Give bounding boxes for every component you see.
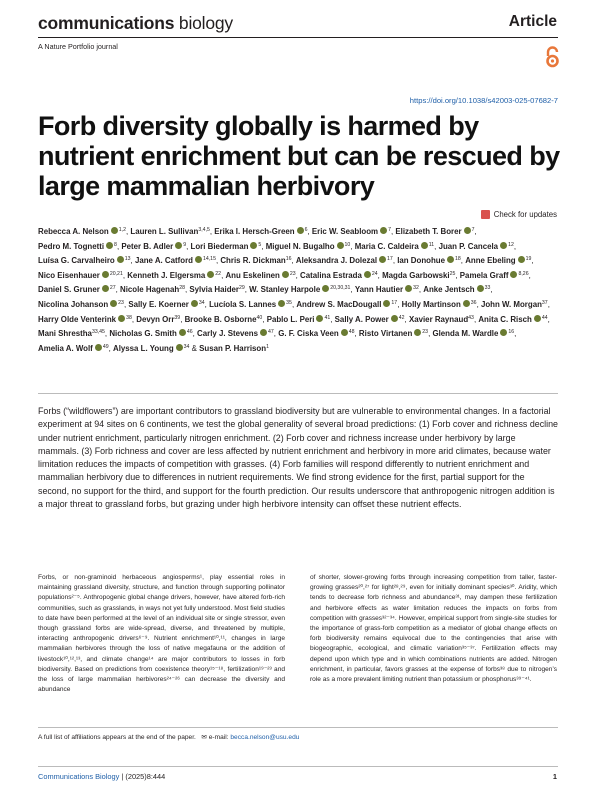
orcid-icon[interactable] — [447, 256, 454, 263]
affiliation-number: 22 — [215, 270, 222, 277]
author-name[interactable] — [312, 227, 393, 236]
author-separator: , — [104, 329, 108, 339]
author-separator: , — [428, 329, 431, 339]
email-label: e-mail: — [208, 734, 229, 741]
footer-citation — [38, 772, 165, 781]
author-separator: , — [350, 285, 353, 295]
author-separator: , — [547, 314, 550, 324]
affiliation-number: 24 — [371, 270, 378, 277]
author-separator: , — [123, 299, 127, 309]
orcid-icon[interactable] — [383, 300, 390, 307]
author-name[interactable] — [355, 242, 437, 251]
author-name[interactable] — [296, 256, 395, 265]
page-number: 1 — [552, 772, 557, 781]
author-label: Sylvia Haider — [189, 285, 239, 295]
orcid-icon[interactable] — [118, 315, 125, 322]
check-updates-button[interactable] — [481, 210, 557, 219]
author-label: Risto Virtanen — [358, 329, 413, 339]
author-label: Anu Eskelinen — [225, 270, 280, 280]
author-name[interactable] — [249, 285, 352, 294]
author-label: Anke Jentsch — [423, 285, 475, 295]
article-type: Article — [508, 13, 557, 30]
author-separator: , — [392, 256, 396, 266]
orcid-icon[interactable] — [176, 344, 183, 351]
author-label: Devyn Orr — [136, 314, 175, 324]
author-label: Yann Hautier — [354, 285, 404, 295]
author-separator: , — [291, 256, 294, 266]
author-label: Nicolina Johanson — [38, 299, 109, 309]
affiliation-number: 19 — [525, 256, 532, 263]
affiliation-number: 33 — [484, 285, 491, 292]
author-name[interactable] — [300, 271, 380, 280]
author-name[interactable] — [432, 329, 516, 338]
author-name[interactable] — [382, 271, 458, 280]
author-label: Kenneth J. Elgersma — [127, 270, 206, 280]
author-separator: , — [404, 314, 407, 324]
orcid-icon[interactable] — [464, 227, 471, 234]
affiliation-number: 6 — [304, 227, 308, 233]
author-name[interactable] — [481, 300, 550, 309]
author-separator: , — [108, 343, 111, 353]
affiliation-number: 46 — [186, 329, 193, 336]
author-name[interactable] — [225, 271, 297, 280]
orcid-icon[interactable] — [391, 315, 398, 322]
author-separator: , — [273, 329, 276, 339]
affiliation-number: 27 — [109, 285, 116, 292]
affiliation-number: 7 — [388, 227, 391, 233]
author-separator: , — [261, 241, 264, 251]
affiliation-number: 39 — [174, 314, 181, 321]
affiliation-number: 9 — [183, 241, 187, 248]
orcid-icon[interactable] — [102, 271, 109, 278]
affiliation-number: 5 — [258, 241, 262, 248]
orcid-icon[interactable] — [278, 300, 285, 307]
author-label: Carly J. Stevens — [197, 329, 259, 339]
author-separator: & — [189, 343, 197, 353]
affiliation-number: 20,21 — [109, 270, 123, 277]
affiliation-number: 42 — [398, 314, 405, 321]
author-name[interactable] — [38, 300, 126, 309]
author-name[interactable] — [120, 285, 187, 294]
affiliation-number: 12 — [508, 241, 514, 248]
affiliation-number: 34 — [183, 343, 190, 350]
publisher-line: A Nature Portfolio journal — [38, 42, 118, 51]
affiliation-number: 13 — [124, 256, 131, 263]
author-name[interactable] — [38, 271, 125, 280]
author-label: John W. Morgan — [480, 299, 542, 309]
author-separator: , — [131, 314, 135, 324]
author-name[interactable] — [38, 227, 128, 236]
orcid-icon[interactable] — [95, 344, 102, 351]
author-name[interactable] — [423, 285, 492, 294]
section-rule — [38, 393, 558, 394]
author-label: Aleksandra J. Dolezal — [295, 256, 378, 266]
affiliation-number: 43 — [468, 314, 474, 321]
orcid-icon[interactable] — [175, 242, 182, 249]
affiliation-number: 14,15 — [202, 256, 216, 263]
author-list — [38, 224, 560, 355]
affiliation-number: 8 — [114, 241, 117, 248]
author-name[interactable] — [121, 242, 188, 251]
author-separator: , — [390, 227, 394, 236]
author-separator: , — [434, 241, 437, 251]
author-name[interactable] — [439, 242, 517, 251]
affiliation-number: 23 — [118, 299, 124, 306]
author-separator: , — [180, 314, 183, 324]
author-label: Miguel N. Bugalho — [265, 241, 335, 251]
affiliation-number: 17 — [387, 256, 393, 263]
footer-volume: | (2025)8:444 — [121, 772, 166, 781]
author-name[interactable] — [38, 285, 118, 294]
author-separator: , — [130, 256, 133, 266]
affiliation-number: 16 — [508, 329, 515, 336]
author-separator: , — [476, 299, 479, 309]
author-label: Nico Eisenhauer — [38, 270, 100, 280]
orcid-icon[interactable] — [421, 242, 428, 249]
article-title: Forb diversity globally is harmed by nutrient enrichment but can be rescued by large mammalian herbivory — [38, 111, 560, 201]
affiliation-number: 49 — [102, 343, 109, 350]
orcid-icon[interactable] — [341, 329, 348, 336]
journal-name: communications biology — [38, 13, 233, 33]
abstract: Forbs (“wildflowers”) are important contributors to grassland biodiversity but are vulnerable to environmental changes. In a factorial experiment at 94 sites on 6 continents, we test the global generality of several broad predictions: (1) Forb cover and richness decline under nutrient enrichment, particularly nitrogen enrichment. (2) Forb cover and richness increase under herbivory by large mammals. (3) Forb richness and cover are less affected by nutrient enrichment and herbivory in more arid climates, because water limitation reduces the impacts of competition with grasses. (4) Forb families will respond differently to nutrient enrichment and mammalian herbivory due to differences in nutrient requirements. We find strong evidence for the first, partial support for the second, no support for the third, and support for the fourth prediction. Our results underscore that anthropogenic nitrogen addition is a major threat to grassland forbs, but grazing under high herbivore intensity can offset these nutrient effects. — [38, 406, 558, 510]
author-name[interactable] — [397, 256, 463, 265]
author-label: W. Stanley Harpole — [249, 285, 321, 295]
affiliation-number: 32 — [413, 285, 419, 292]
author-separator: , — [221, 270, 224, 280]
author-label: Amelia A. Wolf — [38, 343, 93, 353]
body-column-right: of shorter, slower-growing forbs through increasing competition from taller, faster-growing grasses²⁰,²⁷ for light²⁸,²⁹, even for initially dominant species³⁰. Aridity, which tends to decrease forb richness and abundance³¹, may dampen these fertilization and herbivore effects as water limitation reduces the impacts on forbs from competition with grasses³²⁻³⁴. However, empirical support from single-site studies for the importance of grass-forb competition as a mediator of global change effects on forb biodiversity remains equivocal due to the contingencies that arise with biogeographic, ecological, and climatic variation³⁵⁻³⁷. Fertilization effects may depend upon which type and in which combinations nutrients are added. Nitrogen enrichment, in particular, favors grasses at the expense of forbs³⁸ due to nitrogen’s role as a more prevalent limiting nutrient than potassium or phosphorus³⁹⁻⁴¹. — [310, 574, 557, 684]
author-name[interactable] — [296, 300, 399, 309]
affiliation-number: 23 — [422, 329, 429, 336]
footer-journal[interactable]: Communications Biology — [38, 772, 120, 781]
author-label: Glenda M. Wardle — [432, 329, 499, 339]
author-name[interactable] — [38, 242, 119, 251]
orcid-icon[interactable] — [337, 242, 344, 249]
footnote-rule — [38, 727, 558, 728]
author-label: Anita C. Risch — [478, 314, 532, 324]
author-label: Harry Olde Venterink — [38, 314, 117, 324]
author-label: Rebecca A. Nelson — [38, 227, 109, 236]
author-name[interactable] — [335, 315, 407, 324]
author-separator: , — [262, 314, 265, 324]
orcid-icon[interactable] — [195, 256, 202, 263]
affiliation-number: 11 — [428, 241, 435, 248]
author-separator: , — [350, 241, 353, 251]
author-separator: , — [215, 256, 219, 266]
orcid-icon[interactable] — [102, 285, 109, 292]
author-name[interactable] — [478, 315, 549, 324]
affiliation-note: A full list of affiliations appears at the end of the paper. — [38, 734, 196, 741]
affiliation-number: 36 — [470, 299, 477, 306]
author-label: Catalina Estrada — [300, 270, 362, 280]
author-label: Pablo L. Peri — [266, 314, 315, 324]
orcid-icon[interactable] — [405, 285, 412, 292]
author-label: Mani Shrestha — [38, 329, 92, 339]
author-name[interactable] — [191, 242, 264, 251]
author-separator: , — [186, 241, 189, 251]
author-separator: , — [377, 270, 380, 280]
author-separator: , — [531, 256, 534, 266]
author-name[interactable] — [402, 300, 479, 309]
orcid-icon[interactable] — [463, 300, 470, 307]
affiliation-number: 40 — [256, 314, 263, 321]
author-name[interactable] — [197, 329, 276, 338]
author-label: Andrew S. MacDougall — [296, 299, 382, 309]
author-label: Holly Martinson — [401, 299, 461, 309]
affiliation-number: 1,2 — [118, 227, 126, 233]
doi-link[interactable]: https://doi.org/10.1038/s42003-025-07682-7 — [409, 96, 558, 105]
author-name[interactable] — [38, 256, 133, 265]
affiliation-number: 44 — [541, 314, 548, 321]
author-separator: , — [354, 329, 357, 339]
author-separator: , — [460, 256, 463, 266]
author-label: Nicholas G. Smith — [109, 329, 177, 339]
author-name[interactable] — [209, 300, 294, 309]
affiliation-number: 29 — [238, 285, 245, 292]
author-label: Daniel S. Gruner — [38, 285, 100, 295]
author-label: Ian Donohue — [397, 256, 445, 266]
author-label: Lucíola S. Lannes — [209, 299, 277, 309]
affiliation-number: 8,26 — [518, 270, 529, 277]
orcid-icon[interactable] — [534, 315, 541, 322]
orcid-icon[interactable] — [260, 329, 267, 336]
author-label: Eric W. Seabloom — [311, 227, 379, 236]
author-separator: , — [209, 227, 213, 236]
author-label: Xavier Raynaud — [408, 314, 469, 324]
author-separator: , — [295, 270, 298, 280]
orcid-icon[interactable] — [477, 285, 484, 292]
author-separator: , — [291, 299, 295, 309]
author-label: Sally E. Koerner — [128, 299, 189, 309]
affiliation-number: 10 — [344, 241, 351, 248]
author-separator: , — [547, 299, 550, 309]
affiliation-number: 48 — [348, 329, 355, 336]
author-name[interactable] — [128, 300, 207, 309]
check-updates-label: Check for updates — [493, 210, 557, 219]
author-name[interactable] — [185, 315, 265, 324]
footer-rule — [38, 766, 558, 767]
author-name[interactable] — [465, 256, 533, 265]
author-label: Anne Ebeling — [465, 256, 516, 266]
body-column-left: Forbs, or non-graminoid herbaceous angiosperms¹, play essential roles in maintaining grassland diversity, structure, and function through supporting pollinator populations²⁻⁵. Anthropogenic global change drivers, however, have altered forb-rich communities, such as grasslands, in ways not yet fully understood. Most field studies to date have been performed at the level of an individual site or single stressor, even though grassland forbs are wide-spread, diverse, and threatened by multiple, interacting anthropogenic drivers⁶⁻⁹. Nutrient enrichment¹⁰,¹¹, changes in large mammalian herbivores through the loss of native megafauna or the addition of livestock¹⁰,¹²,¹³, and climate change¹⁴ are major contributors to losses in forb biodiversity. Based on predictions from coexistence theory¹⁵⁻¹⁸, fertilization¹⁹⁻²³ and the loss of large mammalian herbivores²⁴⁻²⁶ can decrease the diversity and abundance — [38, 574, 285, 694]
author-separator: , — [116, 241, 120, 251]
affiliation-number: 1 — [266, 343, 269, 350]
author-label: Sally A. Power — [334, 314, 389, 324]
orcid-icon[interactable] — [111, 227, 118, 234]
author-label: Brooke B. Osborne — [184, 314, 257, 324]
email-icon: ✉ — [201, 734, 207, 741]
author-name[interactable] — [460, 271, 531, 280]
orcid-icon[interactable] — [518, 256, 525, 263]
author-name[interactable] — [38, 344, 111, 353]
author-separator: , — [204, 299, 207, 309]
author-label: Lori Biederman — [190, 241, 249, 251]
orcid-icon[interactable] — [110, 300, 117, 307]
author-separator: , — [514, 329, 517, 339]
author-label: Alyssa L. Young — [113, 343, 174, 353]
author-separator: , — [330, 314, 333, 324]
affiliation-number: 23 — [289, 270, 296, 277]
author-name[interactable] — [214, 227, 309, 236]
affiliation-number: 17 — [391, 299, 398, 306]
orcid-icon[interactable] — [510, 271, 517, 278]
author-separator: , — [115, 285, 118, 295]
author-label: Susan P. Harrison — [199, 343, 267, 353]
orcid-icon[interactable] — [316, 315, 323, 322]
author-name[interactable] — [109, 329, 195, 338]
author-name[interactable] — [113, 344, 197, 353]
author-separator: , — [125, 227, 129, 236]
orcid-icon[interactable] — [297, 227, 304, 234]
orcid-icon[interactable] — [364, 271, 371, 278]
open-access-icon — [544, 46, 561, 68]
affiliation-number: 33,45 — [91, 329, 105, 336]
author-label: Erika I. Hersch-Green — [214, 227, 295, 236]
orcid-icon[interactable] — [500, 329, 507, 336]
author-separator: , — [397, 299, 400, 309]
author-name[interactable] — [266, 242, 353, 251]
orcid-icon[interactable] — [414, 329, 421, 336]
author-label: G. F. Ciska Veen — [278, 329, 339, 339]
orcid-icon[interactable] — [106, 242, 113, 249]
author-name[interactable] — [278, 329, 357, 338]
affiliation-number: 41 — [324, 314, 331, 321]
footnote — [38, 733, 299, 741]
author-name[interactable] — [355, 285, 421, 294]
affiliation-number: 35 — [286, 299, 292, 306]
author-label: Magda Garbowski — [382, 270, 450, 280]
author-separator: , — [455, 270, 458, 280]
affiliation-number: 28 — [179, 285, 185, 292]
author-separator: , — [474, 227, 477, 236]
author-label: Elizabeth T. Borer — [395, 227, 462, 236]
affiliation-number: 7 — [471, 227, 475, 233]
author-name[interactable] — [220, 256, 293, 265]
orcid-icon[interactable] — [207, 271, 214, 278]
author-name[interactable] — [38, 329, 107, 338]
affiliation-number: 20,30,31 — [330, 285, 351, 292]
orcid-icon[interactable] — [500, 242, 507, 249]
author-separator: , — [307, 227, 310, 236]
author-separator: , — [192, 329, 195, 339]
author-name[interactable] — [135, 256, 218, 265]
author-separator: , — [528, 270, 531, 280]
author-name[interactable] — [130, 227, 212, 236]
author-separator: , — [122, 270, 126, 280]
author-label: Pamela Graff — [459, 270, 509, 280]
affiliation-number: 3,4,5 — [198, 227, 210, 233]
affiliation-number: 18 — [455, 256, 461, 263]
author-name[interactable] — [359, 329, 430, 338]
author-label: Pedro M. Tognetti — [38, 241, 105, 251]
affiliation-number: 34 — [198, 299, 205, 306]
author-name[interactable] — [189, 285, 247, 294]
author-label: Jane A. Catford — [134, 256, 193, 266]
orcid-icon[interactable] — [282, 271, 289, 278]
author-label: Peter B. Adler — [121, 241, 174, 251]
author-name[interactable] — [127, 271, 223, 280]
author-label: Maria C. Caldeira — [354, 241, 419, 251]
affiliation-number: 38 — [126, 314, 132, 321]
affiliation-number: 37 — [541, 299, 548, 306]
author-label: Nicole Hagenah — [120, 285, 180, 295]
orcid-icon[interactable] — [179, 329, 186, 336]
author-name[interactable] — [395, 227, 476, 236]
orcid-icon[interactable] — [322, 285, 329, 292]
header-rule — [38, 37, 558, 38]
author-label: Lauren L. Sullivan — [130, 227, 199, 236]
author-label: Chris R. Dickman — [220, 256, 286, 266]
affiliation-number: 47 — [268, 329, 274, 336]
orcid-icon[interactable] — [191, 300, 198, 307]
author-separator: , — [418, 285, 422, 295]
author-separator: , — [490, 285, 493, 295]
orcid-icon[interactable] — [250, 242, 257, 249]
author-separator: , — [244, 285, 247, 295]
author-separator: , — [513, 241, 517, 251]
author-name[interactable] — [38, 315, 134, 324]
author-label: Juan P. Cancela — [438, 241, 499, 251]
check-updates-icon — [481, 210, 490, 219]
author-separator: , — [473, 314, 477, 324]
author-name[interactable] — [199, 344, 269, 353]
email-link[interactable]: becca.nelson@usu.edu — [230, 734, 300, 741]
orcid-icon[interactable] — [380, 227, 387, 234]
author-name[interactable] — [267, 315, 333, 324]
author-name[interactable] — [409, 315, 476, 324]
author-label: Luísa G. Carvalheiro — [38, 256, 115, 266]
affiliation-number: 25 — [449, 270, 456, 277]
orcid-icon[interactable] — [117, 256, 124, 263]
orcid-icon[interactable] — [379, 256, 386, 263]
author-separator: , — [185, 285, 188, 295]
author-name[interactable] — [136, 315, 182, 324]
affiliation-number: 16 — [285, 256, 292, 263]
